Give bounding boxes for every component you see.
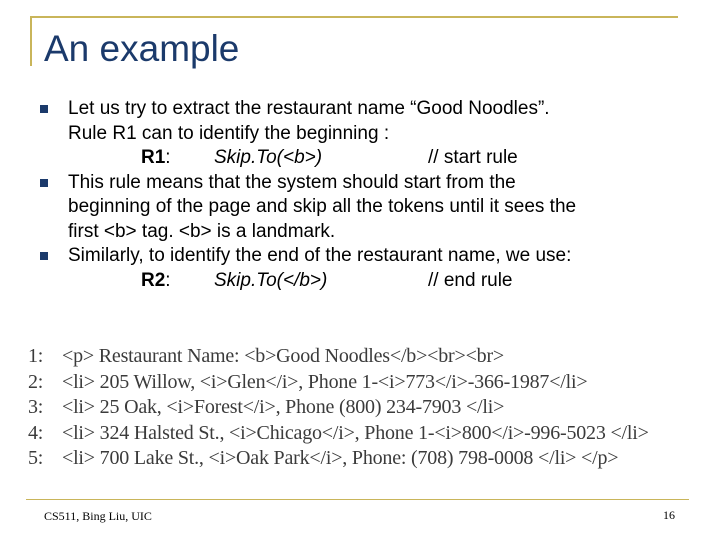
footer-credit: CS511, Bing Liu, UIC [44, 509, 152, 523]
line-number: 1: [28, 345, 44, 367]
frame-top-line [30, 16, 678, 18]
square-bullet-icon [40, 252, 48, 260]
rule-expression: Skip.To(</b>) [214, 269, 328, 291]
rule-expression: Skip.To(<b>) [214, 147, 323, 168]
line-text: <li> 205 Willow, <i>Glen</i>, Phone 1-<i>773</i>-366-1987</li> [62, 370, 588, 393]
bullet-line: beginning of the page and skip all the tokens until it sees the [68, 196, 577, 217]
footer-line [26, 499, 689, 500]
bullet-line: first <b> tag. <b> is a landmark. [68, 220, 336, 242]
square-bullet-icon [40, 179, 48, 187]
slide-title: An example [44, 28, 240, 69]
line-text: <li> 25 Oak, <i>Forest</i>, Phone (800) 234-7903 </li> [62, 396, 505, 419]
html-listing [28, 344, 698, 472]
rule-comment: // end rule [428, 269, 513, 291]
bullet-line: Similarly, to identify the end of the restaurant name, we use: [68, 245, 572, 266]
line-number: 2: [28, 370, 44, 393]
bullet-item-3 [40, 244, 680, 293]
line-text: <li> 324 Halsted St., <i>Chicago</i>, Phone 1-<i>800</i>-996-5023 </li> [62, 421, 649, 444]
rule-colon: : [165, 269, 171, 291]
listing-row [28, 446, 698, 472]
listing-row [28, 344, 698, 370]
page-number: 16 [663, 508, 675, 522]
rule-colon: : [165, 147, 171, 168]
listing-row [28, 421, 698, 447]
bullet-line: Rule R1 can to identify the beginning : [68, 122, 390, 144]
rule-r1 [68, 146, 680, 171]
rule-name: R2: [141, 269, 171, 291]
frame-left-line [30, 16, 32, 66]
line-text: <p> Restaurant Name: <b>Good Noodles</b><br><br> [62, 345, 505, 367]
line-number: 3: [28, 396, 44, 419]
listing-row [28, 370, 698, 396]
square-bullet-icon [40, 105, 48, 113]
bullet-line: Let us try to extract the restaurant name “Good Noodles”. [68, 98, 550, 119]
bullet-list [40, 97, 680, 293]
rule-r2 [68, 269, 680, 294]
rule-name: R1: [141, 147, 171, 168]
line-number: 5: [28, 447, 44, 470]
rule-comment: // start rule [428, 147, 518, 168]
listing-row [28, 395, 698, 421]
bullet-item-1 [40, 97, 680, 171]
line-number: 4: [28, 421, 44, 444]
bullet-item-2 [40, 171, 680, 245]
bullet-line: This rule means that the system should start from the [68, 171, 516, 193]
line-text: <li> 700 Lake St., <i>Oak Park</i>, Phone: (708) 798-0008 </li> </p> [62, 447, 619, 470]
